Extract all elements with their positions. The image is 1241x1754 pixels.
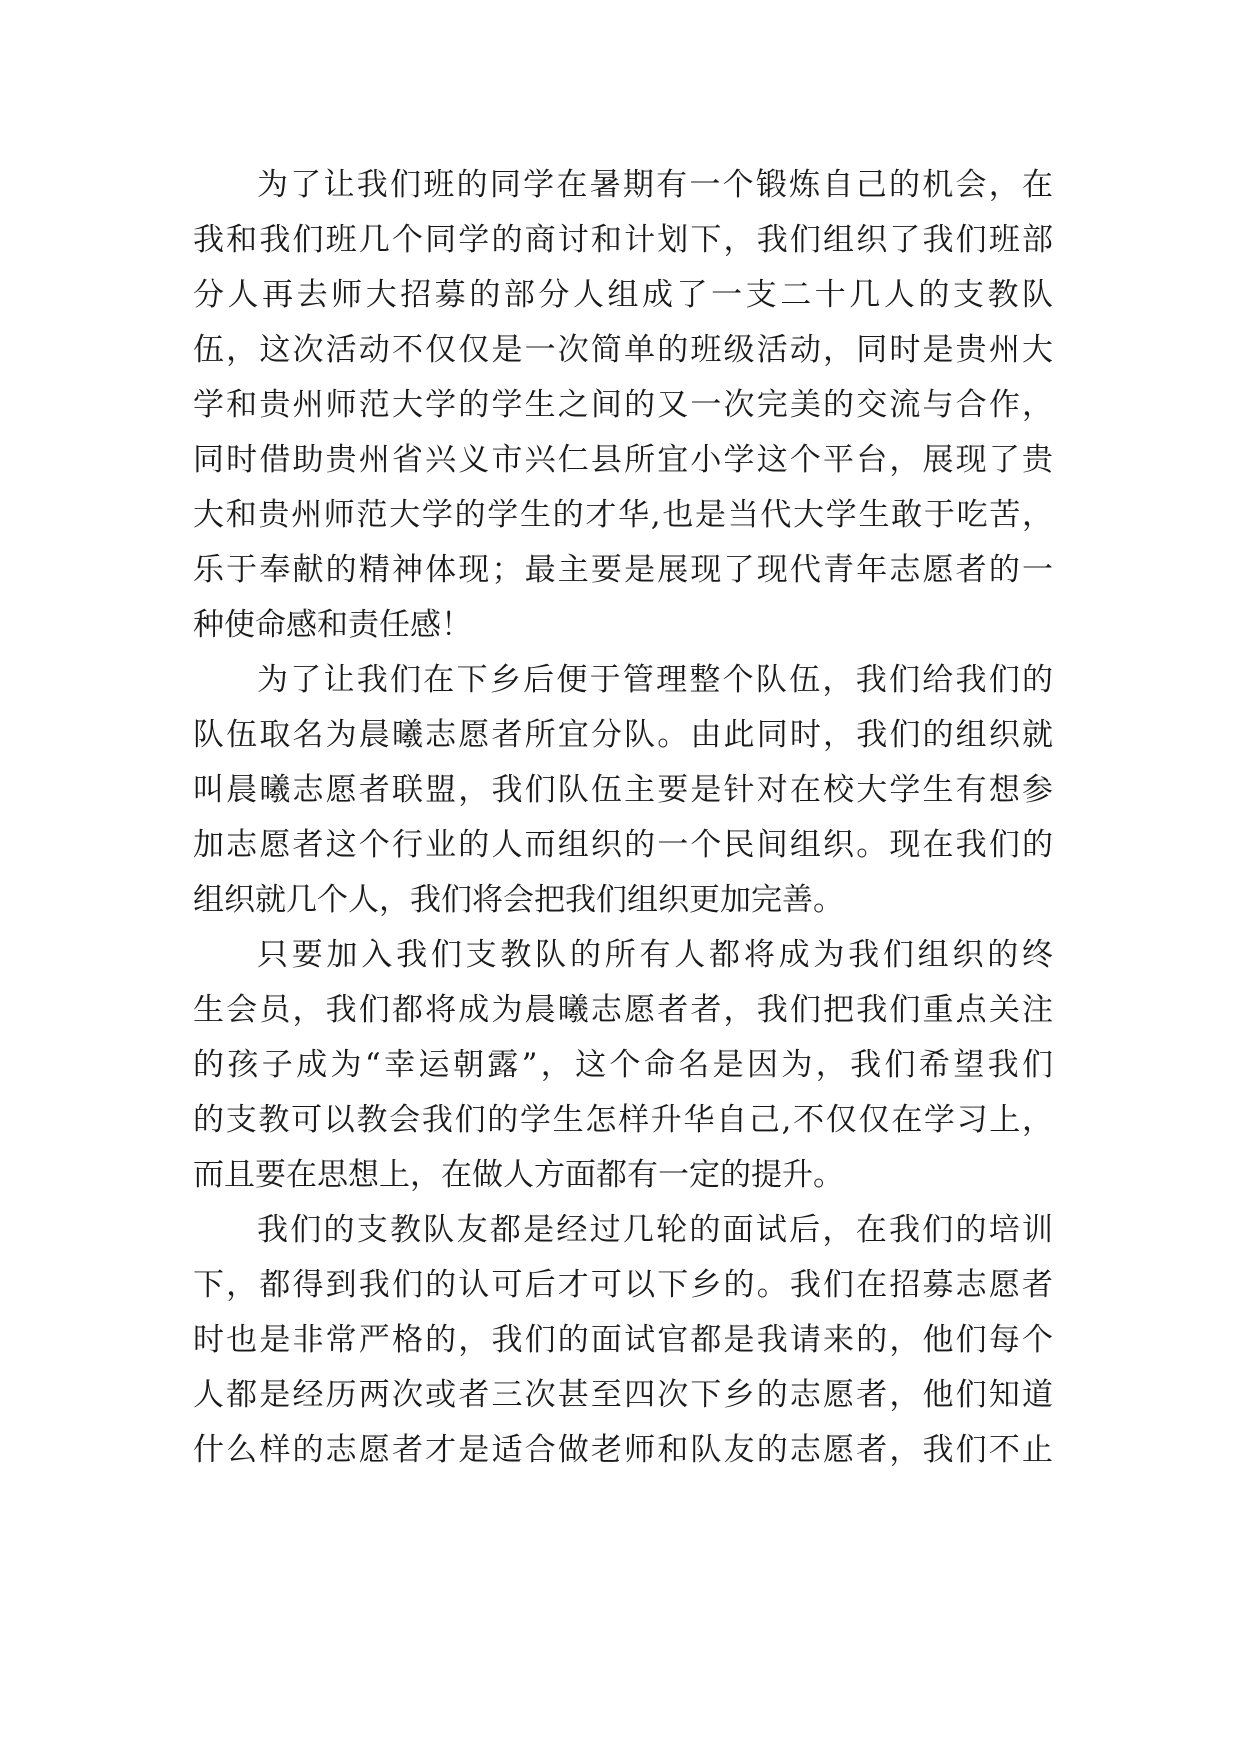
text-line: 为了让我们班的同学在暑期有一个锻炼自己的机会，在 bbox=[257, 167, 1053, 203]
text-line: 的支教可以教会我们的学生怎样升华自己,不仅仅在学习上， bbox=[193, 1102, 1053, 1138]
text-line: 队伍取名为晨曦志愿者所宜分队。由此同时，我们的组织就 bbox=[193, 717, 1053, 753]
text-line: 生会员，我们都将成为晨曦志愿者者，我们把我们重点关注 bbox=[193, 992, 1053, 1028]
text-line: 只要加入我们支教队的所有人都将成为我们组织的终 bbox=[257, 937, 1053, 973]
text-line: 同时借助贵州省兴义市兴仁县所宜小学这个平台，展现了贵 bbox=[193, 442, 1053, 478]
text-line: 学和贵州师范大学的学生之间的又一次完美的交流与合作， bbox=[193, 387, 1053, 423]
text-line: 而且要在思想上，在做人方面都有一定的提升。 bbox=[193, 1157, 844, 1193]
text-line: 人都是经历两次或者三次甚至四次下乡的志愿者，他们知道 bbox=[193, 1377, 1053, 1413]
text-line: 为了让我们在下乡后便于管理整个队伍，我们给我们的 bbox=[257, 662, 1053, 698]
text-line: 乐于奉献的精神体现；最主要是展现了现代青年志愿者的一 bbox=[193, 552, 1053, 588]
text-line: 什么样的志愿者才是适合做老师和队友的志愿者，我们不止 bbox=[193, 1432, 1053, 1468]
text-line: 分人再去师大招募的部分人组成了一支二十几人的支教队 bbox=[193, 277, 1053, 313]
text-line: 时也是非常严格的，我们的面试官都是我请来的，他们每个 bbox=[193, 1322, 1053, 1358]
text-line: 叫晨曦志愿者联盟，我们队伍主要是针对在校大学生有想参 bbox=[193, 772, 1053, 808]
text-line: 伍，这次活动不仅仅是一次简单的班级活动，同时是贵州大 bbox=[193, 332, 1053, 368]
text-line: 组织就几个人，我们将会把我们组织更加完善。 bbox=[193, 882, 844, 918]
text-line: 的孩子成为“幸运朝露”，这个命名是因为，我们希望我们 bbox=[193, 1047, 1053, 1083]
text-line: 大和贵州师范大学的学生的才华,也是当代大学生敢于吃苦， bbox=[193, 497, 1053, 533]
body-text bbox=[193, 158, 1053, 1478]
text-line: 下，都得到我们的认可后才可以下乡的。我们在招募志愿者 bbox=[193, 1267, 1053, 1303]
text-line: 我们的支教队友都是经过几轮的面试后，在我们的培训 bbox=[257, 1212, 1053, 1248]
text-line: 我和我们班几个同学的商讨和计划下，我们组织了我们班部 bbox=[193, 222, 1053, 258]
text-line: 种使命感和责任感！ bbox=[193, 607, 472, 643]
text-line: 加志愿者这个行业的人而组织的一个民间组织。现在我们的 bbox=[193, 827, 1053, 863]
